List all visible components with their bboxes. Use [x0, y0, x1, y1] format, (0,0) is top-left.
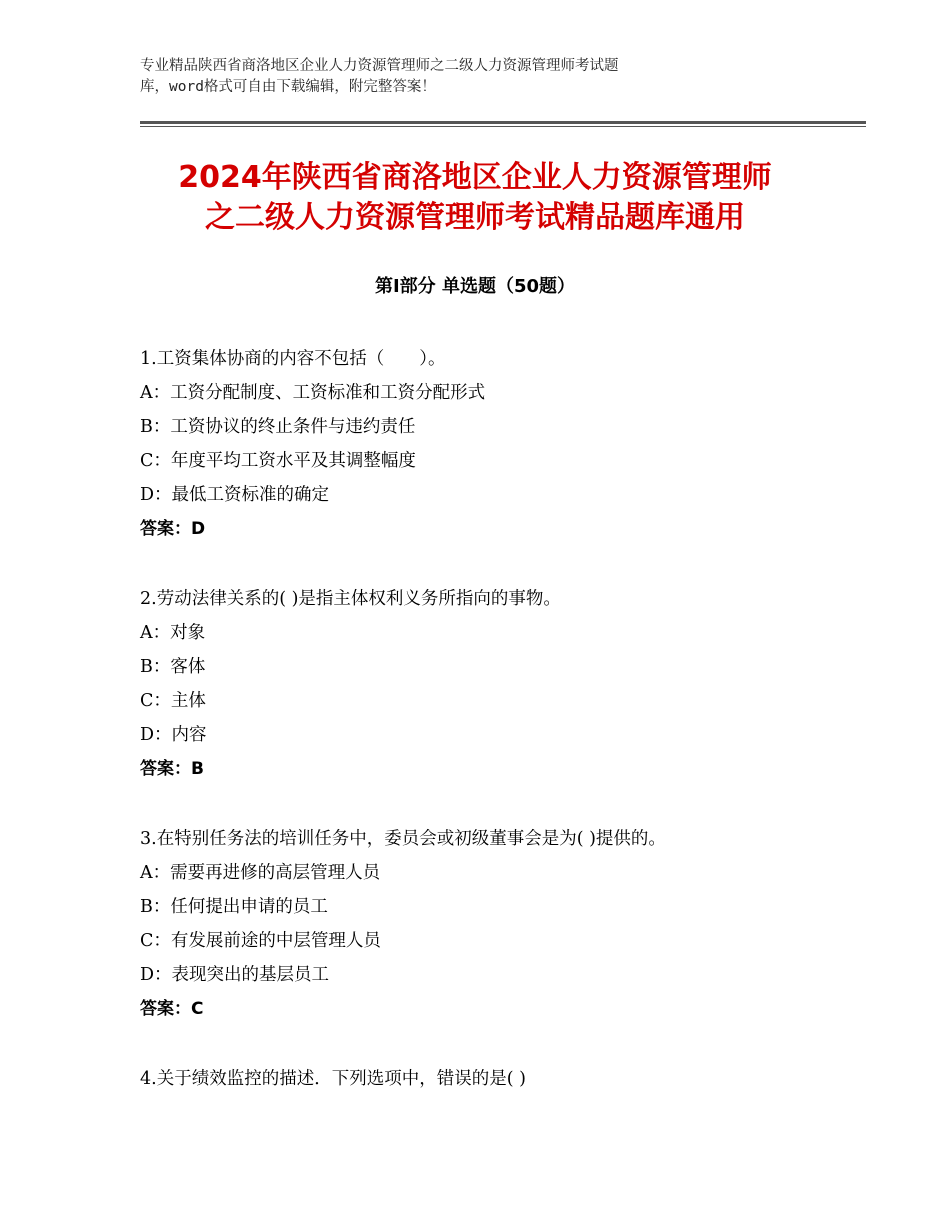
document-title-line-1: 2024年陕西省商洛地区企业人力资源管理师: [178, 160, 772, 195]
section-heading: 第Ⅰ部分 单选题（50题）: [374, 276, 575, 297]
question-4: [140, 1062, 860, 1096]
question-stem: 3.在特别任务法的培训任务中，委员会或初级董事会是为( )提供的。: [140, 829, 666, 849]
option-b: B：工资协议的终止条件与违约责任: [140, 417, 416, 437]
document-title-line-2: 之二级人力资源管理师考试精品题库通用: [205, 200, 745, 235]
question-stem: 1.工资集体协商的内容不包括（ ）。: [140, 349, 446, 369]
option-d: D：最低工资标准的确定: [140, 485, 330, 505]
option-c: C：年度平均工资水平及其调整幅度: [140, 451, 416, 471]
answer: 答案：B: [140, 759, 204, 779]
option-b: B：任何提出申请的员工: [140, 897, 328, 917]
question-1: [140, 342, 860, 546]
question-stem: 4.关于绩效监控的描述．下列选项中，错误的是( ): [140, 1069, 526, 1089]
question-stem: 2.劳动法律关系的( )是指主体权利义务所指向的事物。: [140, 589, 561, 609]
document-title: [100, 158, 850, 238]
option-c: C：主体: [140, 691, 206, 711]
question-list: [140, 342, 860, 1132]
option-d: D：表现突出的基层员工: [140, 965, 330, 985]
header-note: [140, 56, 780, 98]
question-3: [140, 822, 860, 1026]
answer: 答案：C: [140, 999, 204, 1019]
option-a: A：需要再进修的高层管理人员: [140, 863, 381, 883]
header-rule-thick: [140, 121, 866, 124]
option-a: A：对象: [140, 623, 206, 643]
question-2: [140, 582, 860, 786]
option-a: A：工资分配制度、工资标准和工资分配形式: [140, 383, 486, 403]
header-note-line-1: 专业精品陕西省商洛地区企业人力资源管理师之二级人力资源管理师考试题: [140, 58, 619, 74]
header-note-line-2: 库，word格式可自由下载编辑，附完整答案！: [140, 79, 436, 95]
header-rule-thin: [140, 126, 866, 127]
option-d: D：内容: [140, 725, 207, 745]
option-c: C：有发展前途的中层管理人员: [140, 931, 381, 951]
option-b: B：客体: [140, 657, 206, 677]
answer: 答案：D: [140, 519, 206, 539]
